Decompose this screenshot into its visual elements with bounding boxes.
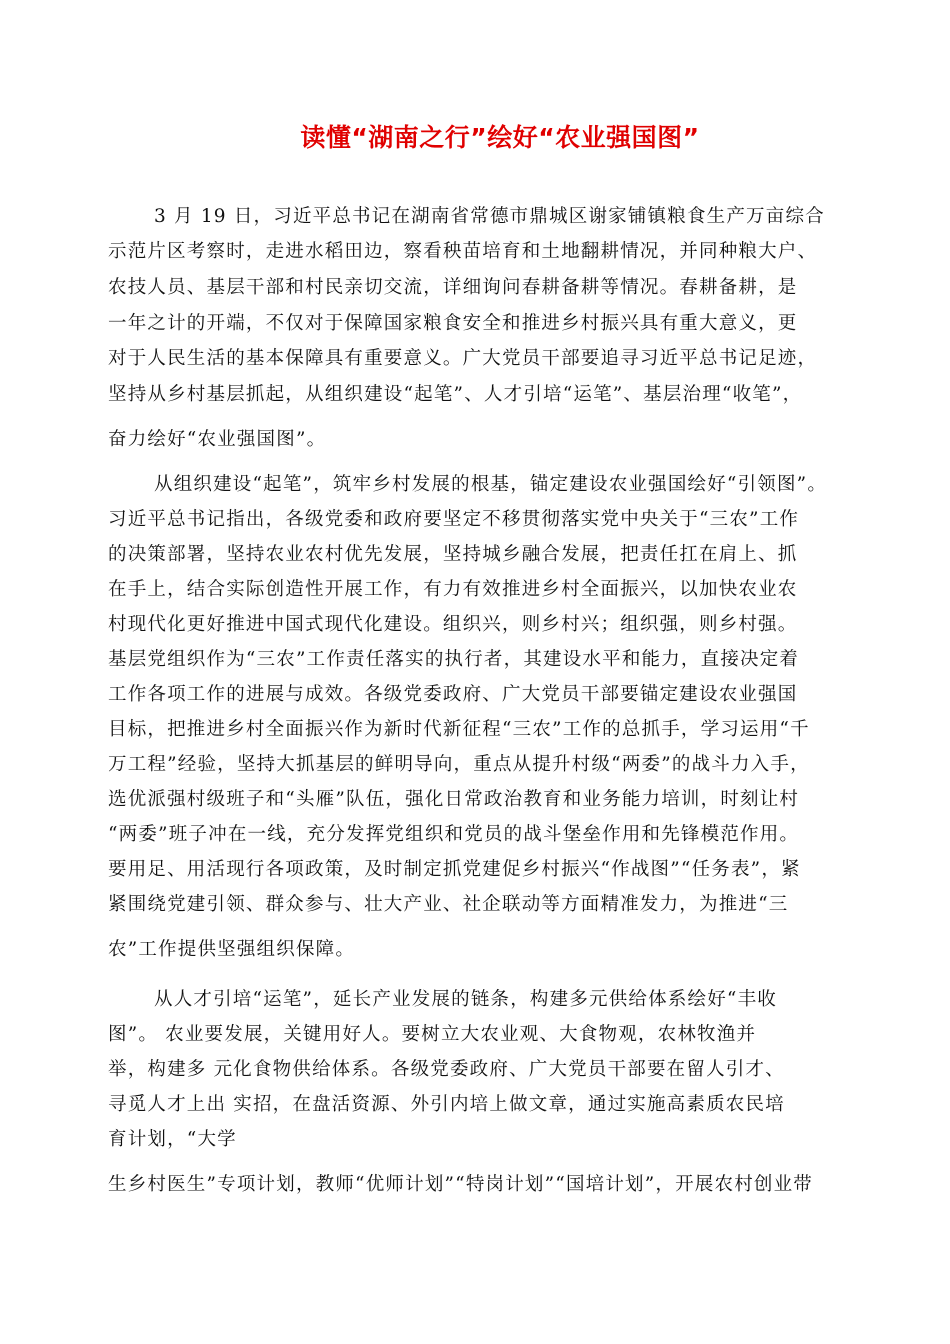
paragraph-2-line: 的决策部署，坚持农业农村优先发展，坚持城乡融合发展，把责任扛在肩上、抓 — [108, 544, 798, 565]
paragraph-3-line: 图”。 农业要发展，关键用好人。要树立大农业观、大食物观，农林牧渔并 — [108, 1024, 757, 1045]
paragraph-2-line: 农”工作提供坚强组织保障。 — [108, 939, 356, 960]
paragraph-1-line: 农技人员、基层干部和村民亲切交流，详细询问春耕备耕等情况。春耕备耕，是 — [108, 277, 798, 298]
paragraph-1-line: 坚持从乡村基层抓起，从组织建设“起笔”、人才引培“运笔”、基层治理“收笔”， — [108, 384, 803, 405]
paragraph-2-line: 村现代化更好推进中国式现代化建设。组织兴，则乡村兴；组织强，则乡村强。 — [108, 614, 798, 635]
paragraph-1-line: 3 月 19 日，习近平总书记在湖南省常德市鼎城区谢家铺镇粮食生产万亩综合 — [154, 206, 825, 227]
paragraph-2-line: 习近平总书记指出，各级党委和政府要坚定不移贯彻落实党中央关于“三农”工作 — [108, 509, 800, 530]
paragraph-3-line: 育计划，“大学 — [108, 1129, 237, 1150]
paragraph-2-line: 紧围绕党建引领、群众参与、壮大产业、社企联动等方面精准发力，为推进“三 — [108, 894, 789, 915]
paragraph-2-line: 从组织建设“起笔”，筑牢乡村发展的根基，锚定建设农业强国绘好“引领图”。 — [154, 474, 828, 495]
paragraph-2-line: 选优派强村级班子和“头雁”队伍，强化日常政治教育和业务能力培训，时刻让村 — [108, 789, 800, 810]
paragraph-2-line: 基层党组织作为“三农”工作责任落实的执行者，其建设水平和能力，直接决定着 — [108, 649, 800, 670]
paragraph-1-line: 示范片区考察时，走进水稻田边，察看秧苗培育和土地翻耕情况，并同种粮大户、 — [108, 241, 818, 262]
paragraph-3-line: 寻觅人才上出 实招，在盘活资源、外引内培上做文章，通过实施高素质农民培 — [108, 1094, 785, 1115]
paragraph-3-line: 举，构建多 元化食物供给体系。各级党委政府、广大党员干部要在留人引才、 — [108, 1059, 785, 1080]
paragraph-2-line: 万工程”经验，坚持大抓基层的鲜明导向，重点从提升村级“两委”的战斗力入手， — [108, 754, 810, 775]
paragraph-3-line: 从人才引培“运笔”，延长产业发展的链条，构建多元供给体系绘好“丰收 — [154, 989, 777, 1010]
paragraph-3-line: 生乡村医生”专项计划，教师“优师计划”“特岗计划”“国培计划”，开展农村创业带 — [108, 1174, 814, 1195]
paragraph-2-line: 工作各项工作的进展与成效。各级党委政府、广大党员干部要锚定建设农业强国 — [108, 684, 798, 705]
paragraph-1-line: 奋力绘好“农业强国图”。 — [108, 429, 327, 450]
paragraph-2-line: 目标，把推进乡村全面振兴作为新时代新征程“三农”工作的总抓手，学习运用“千 — [108, 719, 810, 740]
paragraph-1-line: 一年之计的开端，不仅对于保障国家粮食安全和推进乡村振兴具有重大意义，更 — [108, 313, 798, 334]
paragraph-2-line: “两委”班子冲在一线，充分发挥党组织和党员的战斗堡垒作用和先锋模范作用。 — [108, 824, 800, 845]
paragraph-2-line: 要用足、用活现行各项政策，及时制定抓党建促乡村振兴“作战图”“任务表”，紧 — [108, 859, 801, 880]
paragraph-2-line: 在手上，结合实际创造性开展工作，有力有效推进乡村全面振兴，以加快农业农 — [108, 579, 798, 600]
paragraph-1-line: 对于人民生活的基本保障具有重要意义。广大党员干部要追寻习近平总书记足迹， — [108, 348, 818, 369]
document-title: 读懂“湖南之行”绘好“农业强国图” — [300, 123, 700, 152]
